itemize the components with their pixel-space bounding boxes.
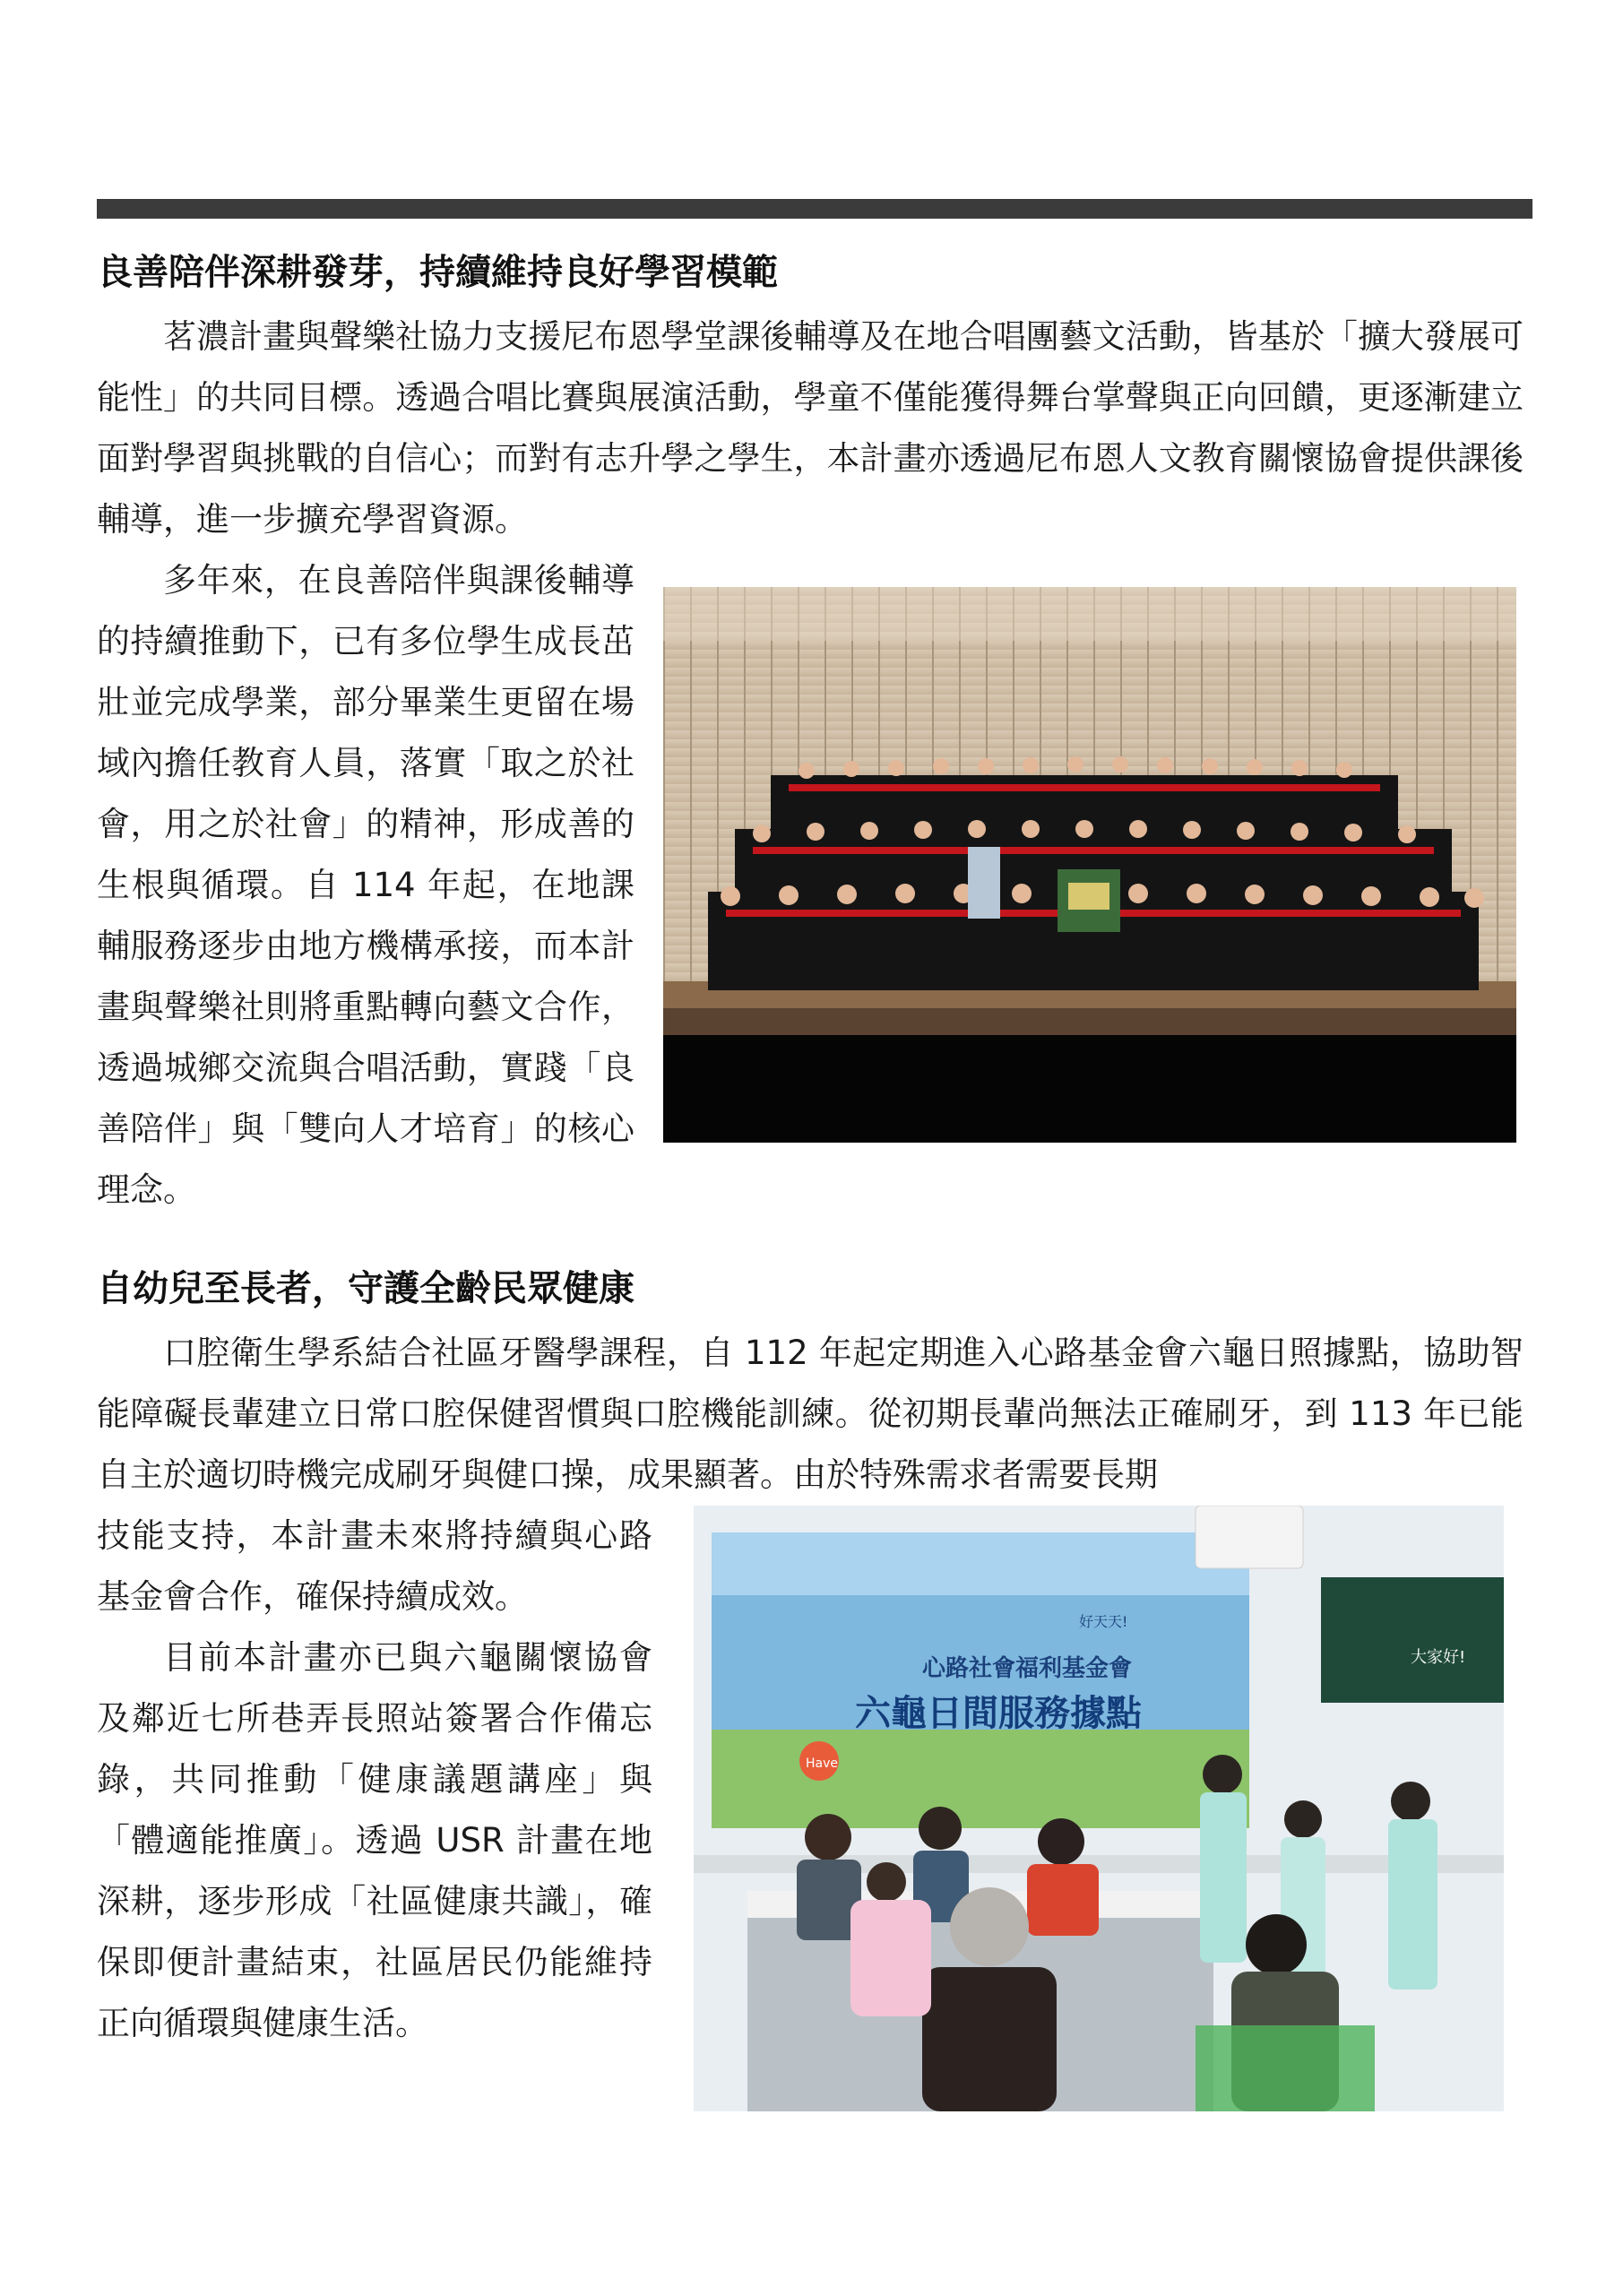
section2-paragraph-partnerships: 目前本計畫亦已與六龜關懷協會及鄰近七所巷弄長照站簽署合作備忘錄，共同推動「健康議題講座」與「體適能推廣」。透過 USR 計畫在地深耕，逐步形成「社區健康共識」，確保即便計畫結束，社區居民仍能維持正向循環與健康生活。 [97,1638,652,2042]
banner-logo-text: 好天天! [1079,1613,1128,1630]
choir-group-photo-image [663,587,1516,1143]
section1-paragraph-intro: 茗濃計畫與聲樂社協力支援尼布恩學堂課後輔導及在地合唱團藝文活動，皆基於「擴大發展可能性」的共同目標。透過合唱比賽與展演活動，學童不僅能獲得舞台掌聲與正向回饋，更逐漸建立面對學習與挑戰的自信心；而對有志升學之學生，本計畫亦透過尼布恩人文教育關懷協會提供課後輔導，進一步擴充學習資源。 [97,317,1524,539]
section-heading-all-ages-health: 自幼兒至長者，守護全齡民眾健康 [97,1268,635,1309]
section1-paragraph-results: 多年來，在良善陪伴與課後輔導的持續推動下，已有多位學生成長茁壯並完成學業，部分畢業生更留在場域內擔任教育人員，落實「取之於社會，用之於社會」的精神，形成善的生根與循環。自 114 年起，在地課輔服務逐步由地方機構承接，而本計畫與聲樂社則將重點轉向藝文合作，透過城鄉交流與合唱活動，實踐「良善陪伴」與「雙向人才培育」的核心理念。 [97,561,635,1209]
choir-group-photo [663,587,1516,1143]
daycare-health-session-photo [694,1506,1504,2111]
daycare-health-session-image [694,1506,1504,2111]
top-divider-bar [97,199,1532,219]
banner-line2: 六龜日間服務據點 [855,1693,1142,1734]
banner-line1: 心路社會福利基金會 [922,1655,1133,1682]
section2-paragraph-dental-program: 口腔衛生學系結合社區牙醫學課程，自 112 年起定期進入心路基金會六龜日照據點，協助智能障礙長輩建立日常口腔保健習慣與口腔機能訓練。從初期長輩尚無法正確刷牙，到 113 年已能自主於適切時機完成刷牙與健口操，成果顯著。由於特殊需求者需要長期 [97,1334,1524,1494]
screen-greeting-text: 大家好! [1411,1648,1466,1667]
balloon-text: Have [806,1757,839,1771]
section2-paragraph-dental-program-continued: 技能支持，本計畫未來將持續與心路基金會合作，確保持續成效。 [97,1516,652,1616]
section-heading-companionship: 良善陪伴深耕發芽，持續維持良好學習模範 [97,252,778,293]
